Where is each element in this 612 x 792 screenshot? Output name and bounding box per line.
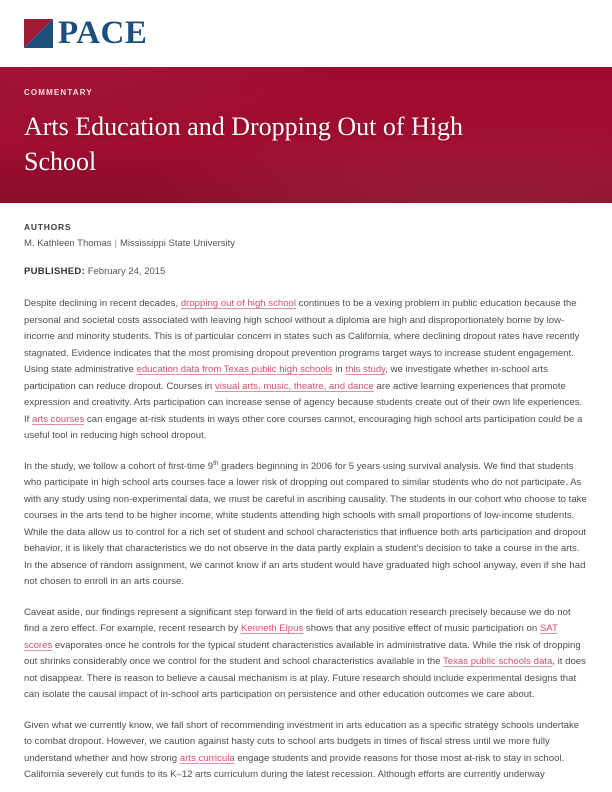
authors-line: [24, 238, 588, 249]
paragraph-3: [24, 605, 588, 704]
ordinal-suffix: th: [213, 459, 219, 467]
p4-text-1: Given what we currently know, we fall short of recommending investment in arts education as a specific strategy schools undertake to combat dropout. However, we caution against hasty cuts to school arts budgets in times of fiscal stress until we more fully understand whether and how strong: [24, 719, 580, 764]
p1-text-2: continues to be a vexing problem in public education because the personal and societal costs associated with leaving high school without a diploma are high and disproportionately borne by low-income and minority students. This is of particular concern in states such as California, where declining dropout rates have recently stagnated. Evidence indicates that the most promising dropout prevention programs target ways to increase student engagement. Using state administrative: [24, 298, 580, 376]
link-kenneth-elpus[interactable]: Kenneth Elpus: [240, 623, 304, 635]
page-title: Arts Education and Dropping Out of High School: [24, 112, 464, 176]
p3-text-1: Caveat aside, our findings represent a significant step forward in the field of arts education research precisely because we do not find a zero effect. For example, recent research by: [24, 606, 571, 635]
pace-logo[interactable]: [24, 17, 147, 50]
article-header-band: [0, 67, 612, 203]
p1-text-1: Despite declining in recent decades,: [24, 298, 181, 310]
pace-logo-mark-icon: [24, 19, 53, 48]
p1-text-5: are active learning experiences that promote expression and creativity. Arts participation can increase sense of agency because students create out of their own life experiences. If: [24, 380, 583, 425]
paragraph-4: [24, 718, 588, 784]
p1-text-4: , we investigate whether in-school arts participation can reduce dropout. Courses in: [24, 364, 548, 392]
published-line: [24, 266, 588, 277]
p2-text-2: graders beginning in 2006 for 5 years using survival analysis. We find that students who participate in high school arts courses face a lower risk of dropping out compared to similar students who do not participate. As with any study using non-experimental data, we must be careful in ascribing causality. The students in our cohort who choose to take courses in the arts tend to be higher income, white students attending high schools with small proportions of low-income students. While the data allow us to control for a rich set of student and school characteristics that influence both arts participation and dropout behavior, it is likely that characteristics we do not observe in the data partly explain a student’s decision to take a course in the arts. In the absence of random assignment, we cannot know if an arts student would have graduated high school anyway, even if she had not chosen to enroll in an arts course.: [24, 460, 587, 588]
p4-text-2: engage students and provide reasons for those most at-risk to stay in school. California severely cut funds to its K–12 arts curriculum during the latest recession. Although efforts are currently underway: [24, 752, 565, 781]
content-type-eyebrow: COMMENTARY: [24, 88, 93, 97]
p3-text-3: evaporates once he controls for the typical student characteristics available in administrative data. While the risk of dropping out shrinks considerably once we control for the student and school characteristics available in the: [24, 639, 581, 668]
pace-logo-wordmark: PACE: [58, 15, 148, 51]
link-arts-curricula[interactable]: arts curricula: [179, 752, 235, 764]
link-education-data-from-texas[interactable]: education data from Texas public high schools: [136, 364, 333, 376]
article-body: [0, 277, 612, 784]
author-name: M. Kathleen Thomas: [24, 238, 112, 250]
p2-text-1: In the study, we follow a cohort of first-time 9: [24, 460, 214, 472]
article-meta: [0, 203, 612, 277]
authors-label: AUTHORS: [24, 222, 72, 233]
link-this-study[interactable]: this study: [345, 364, 386, 376]
paragraph-1: [24, 296, 588, 445]
author-affiliation: Mississippi State University: [119, 238, 236, 250]
link-sat-scores[interactable]: SAT scores: [24, 623, 558, 651]
author-separator: |: [114, 238, 117, 250]
p1-text-3: in: [332, 364, 346, 376]
link-texas-public-schools-data[interactable]: Texas public schools data: [442, 656, 553, 668]
published-date: February 24, 2015: [87, 266, 166, 278]
p3-text-2: shows that any positive effect of music participation on: [303, 623, 540, 635]
link-visual-arts-music-theatre-dance[interactable]: visual arts, music, theatre, and dance: [214, 380, 374, 392]
p3-text-4: , it does not disappear. There is reason to believe a causal mechanism is at play. Future research should include experimental designs that can isolate the causal impact of in-school arts participation on persistence and other education outcomes we care about.: [24, 656, 586, 701]
link-arts-courses[interactable]: arts courses: [32, 413, 85, 425]
paragraph-2: [24, 459, 588, 591]
p1-text-6: can engage at-risk students in ways other core courses cannot, encouraging high school arts participation could be a useful tool in reducing high school dropout.: [24, 413, 583, 442]
published-label: PUBLISHED:: [24, 266, 86, 278]
link-dropping-out-of-high-school[interactable]: dropping out of high school: [180, 298, 297, 310]
site-logo-bar: [0, 0, 612, 67]
